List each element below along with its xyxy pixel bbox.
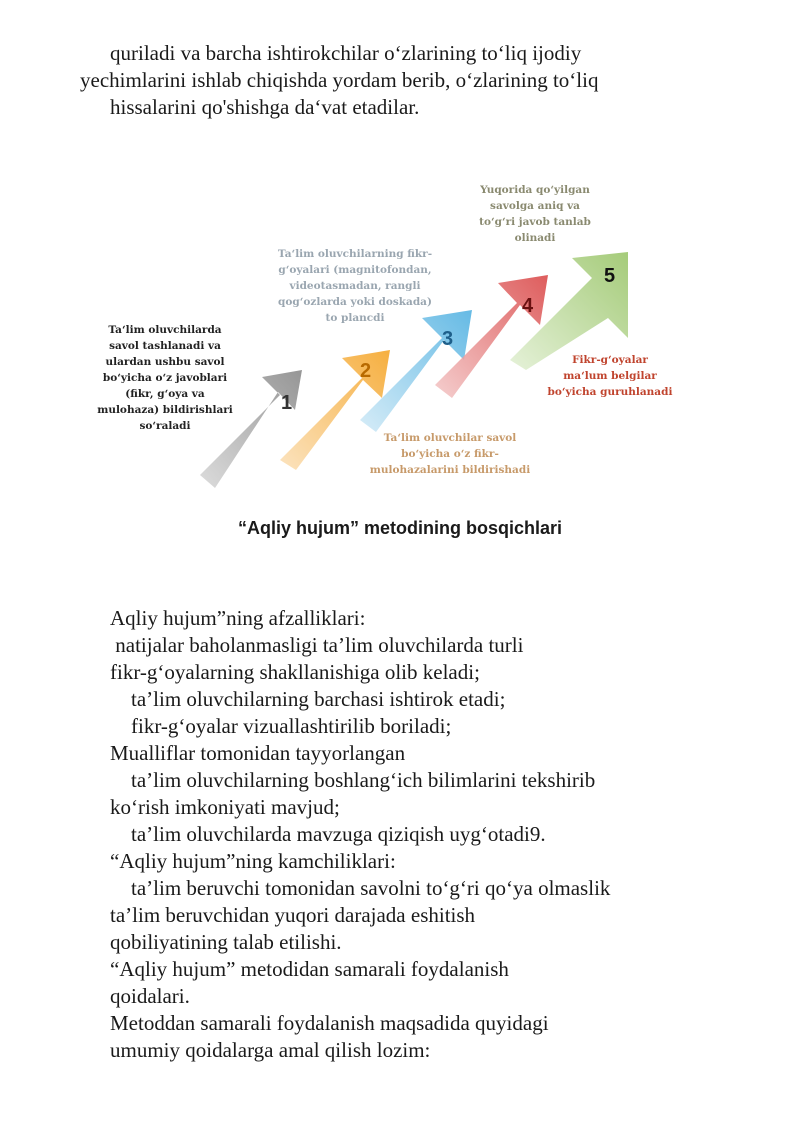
aqliy-hujum-diagram [80,170,720,510]
step-number-4: 4 [522,295,534,317]
step-2-label: Ta‘lim oluvchilar savol bo‘yicha o‘z fikr- mulohazalarini bildirishadi [369,432,531,476]
step-1-label: Ta‘lim oluvchilarda savol tashlanadi va ulardan ushbu savol bo‘yicha o‘z javoblari (fikr, g‘oya va mulohaza) bildirishlari so‘raladi [97,324,233,432]
step-number-1: 1 [281,392,293,414]
body-line: “Aqliy hujum”ning kamchiliklari: [110,849,396,873]
body-line: fikr-g‘oyalar vizuallashtirilib boriladi; [110,714,452,738]
body-line: Mualliflar tomonidan tayyorlangan [110,741,406,765]
body-line: ta’lim oluvchilarning boshlang‘ich bilimlarini tekshirib [110,768,596,792]
body-line: ta’lim oluvchilarning barchasi ishtirok etadi; [110,687,506,711]
body-line: umumiy qoidalarga amal qilish lozim: [110,1038,431,1062]
step-3-label: Ta‘lim oluvchilarning fikr- g‘oyalari (magnitofondan, videotasmadan, rangli qog‘ozlarda yoki doskada) to plancdi [277,248,433,324]
body-line: Metoddan samarali foydalanish maqsadida quyidagi [110,1011,549,1035]
step-number-2: 2 [360,360,372,382]
step-4-label: Fikr-g‘oyalar ma‘lum belgilar bo‘yicha guruhlanadi [547,354,673,398]
paragraph-line: yechimlarini ishlab chiqishda yordam berib, o‘zlarining to‘liq [80,68,599,92]
body-line: Aqliy hujum”ning afzalliklari: [110,606,366,630]
body-line: fikr-g‘oyalarning shakllanishiga olib keladi; [110,660,480,684]
paragraph-line: hissalarini qo'shishga da‘vat etadilar. [110,95,420,119]
paragraph-line: quriladi va barcha ishtirokchilar o‘zlarining to‘liq ijodiy [110,41,582,65]
figure-caption: “Aqliy hujum” metodining bosqichlari [237,518,562,538]
body-line: qobiliyatining talab etilishi. [110,930,342,954]
body-line: natijalar baholanmasligi ta’lim oluvchilarda turli [110,633,524,657]
body-line: qoidalari. [110,984,190,1008]
step-5-label: Yuqorida qo‘yilgan savolga aniq va to‘g‘ri javob tanlab olinadi [479,184,591,244]
body-line: ta’lim beruvchi tomonidan savolni to‘g‘ri qo‘ya olmaslik [110,876,611,900]
body-line: ta’lim oluvchilarda mavzuga qiziqish uyg‘otadi9. [110,822,546,846]
body-line: “Aqliy hujum” metodidan samarali foydalanish [110,957,509,981]
step-number-5: 5 [604,265,616,287]
body-line: ko‘rish imkoniyati mavjud; [110,795,340,819]
step-number-3: 3 [442,328,454,350]
body-line: ta’lim beruvchidan yuqori darajada eshitish [110,903,476,927]
